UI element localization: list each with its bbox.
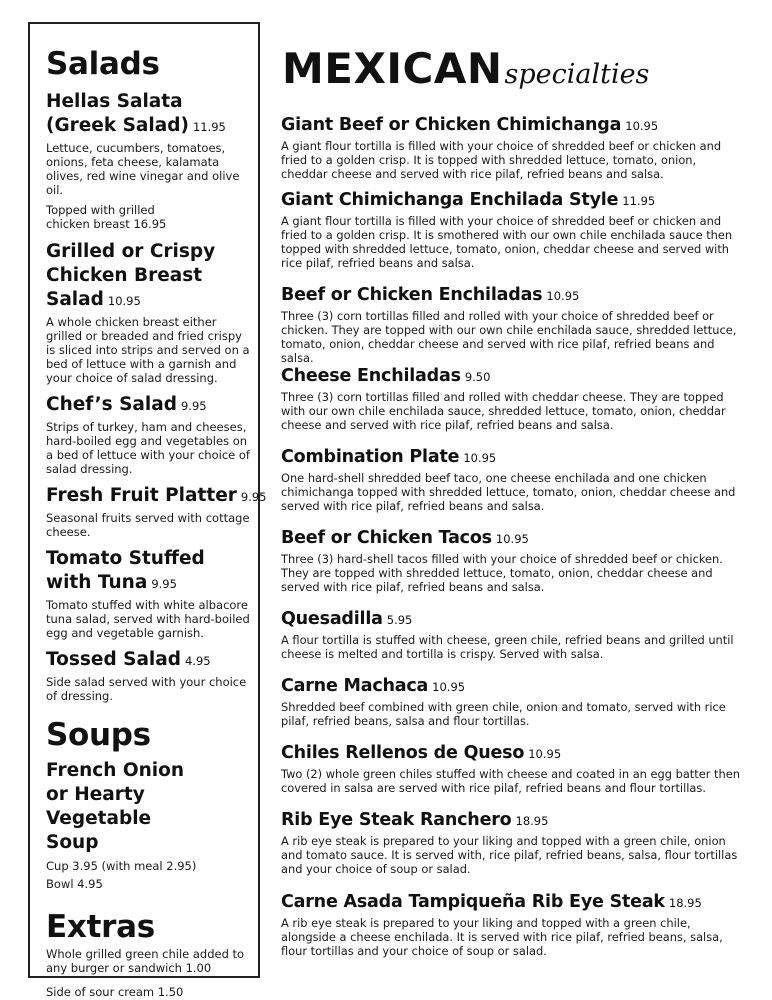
menu-item-tacos [281,527,743,594]
item-name: Chef’s Salad [46,394,177,415]
item-title [281,675,743,698]
salads-heading: Salads [46,46,160,82]
item-description: Three (3) corn tortillas filled and rolled with cheddar cheese. They are topped with our own chile enchilada sauce, shredded lettuce, tomato, onion, cheddar cheese and served with rice pilaf, refried beans and salsa. [281,390,726,432]
item-name-2: Chicken Breast [46,265,203,286]
left-column [46,46,267,999]
item-description: A rib eye steak is prepared to your liking and topped with a green chile, alongside a cheese enchilada. It is served with rice pilaf, refried beans, salsa, flour tortillas and your choice of soup or salad. [281,916,723,958]
item-price: 11.95 [192,120,226,134]
item-name: Beef or Chicken Tacos [281,528,492,548]
item-name: Cheese Enchiladas [281,366,461,386]
menu-item-rib-eye-ranchero [281,809,743,876]
soup-name: French Onion [46,760,184,781]
item-title [46,484,267,509]
item-title-line2 [46,571,252,596]
item-name: Combination Plate [281,447,460,467]
item-title [281,284,743,307]
item-title [46,90,252,114]
item-name: Grilled or Crispy [46,241,216,262]
item-price: 9.50 [464,370,491,384]
salad-item-chefs [46,393,252,476]
item-name-2: with Tuna [46,572,148,593]
item-price: 10.95 [463,451,497,465]
item-name-3: Salad [46,289,104,310]
item-description: A giant flour tortilla is filled with your choice of shredded beef or chicken and fried to a golden crisp. It is smothered with our own chile enchilada sauce then topped with shredded lettuce, tomato, onion, cheddar cheese and served with rice pilaf, refried beans and salsa. [281,214,733,270]
menu-item-carne-machaca [281,675,743,728]
item-extra: Topped with grilled chicken breast 16.95 [46,203,167,231]
specialties-subtitle: specialties [504,59,650,90]
extras-sour-cream: Side of sour cream 1.50 [46,985,184,999]
item-price: 10.95 [495,532,529,546]
menu-item-enchiladas [281,284,743,365]
item-description: Shredded beef combined with green chile, onion and tomato, served with rice pilaf, refried beans, salsa and flour tortillas. [281,700,726,728]
item-price: 10.95 [625,119,659,133]
item-description: A whole chicken breast either grilled or breaded and fried crispy is sliced into strips and served on a bed of lettuce with a garnish and your choice of salad dressing. [46,315,250,385]
item-price: 10.95 [432,680,466,694]
item-price: 9.95 [151,577,177,591]
item-title [281,114,743,137]
item-price: 10.95 [528,747,562,761]
salad-item-hellas [46,90,252,231]
item-price: 18.95 [515,814,549,828]
menu-item-chiles-rellenos [281,742,743,795]
menu-item-cheese-enchiladas [281,365,743,432]
item-description: Tomato stuffed with white albacore tuna salad, served with hard-boiled egg and vegetable garnish. [46,598,250,640]
soups-heading: Soups [46,717,151,753]
soup-name-2: or Hearty Vegetable [46,784,152,829]
item-name: Carne Asada Tampiqueña Rib Eye Steak [281,892,665,912]
item-name: Quesadilla [281,609,383,629]
salad-item-tomato-tuna [46,547,252,640]
item-title [281,527,743,550]
item-description: Side salad served with your choice of dressing. [46,675,247,703]
mexican-title: MEXICAN [282,44,503,93]
item-description: A giant flour tortilla is filled with your choice of shredded beef or chicken and fried to a golden crisp. It is topped with shredded lettuce, tomato, onion, cheddar cheese and served with rice pilaf, refried beans and salsa. [281,139,722,181]
item-title [46,393,252,418]
item-name: Hellas Salata [46,91,183,112]
menu-item-carne-asada [281,891,743,958]
salad-item-fruit-platter [46,484,267,539]
soup-bowl-price: Bowl 4.95 [46,877,103,891]
item-title [281,742,743,765]
soup-item [46,759,252,891]
item-price: 10.95 [546,289,580,303]
item-name: Giant Chimichanga Enchilada Style [281,190,619,210]
item-title [46,648,252,673]
salad-item-chicken-breast [46,240,252,385]
item-description: Strips of turkey, ham and cheeses, hard-boiled egg and vegetables on a bed of lettuce with your choice of salad dressing. [46,420,250,476]
item-title [281,809,743,832]
extras-heading: Extras [46,909,155,945]
item-price: 10.95 [107,294,141,308]
item-description: A flour tortilla is stuffed with cheese, green chile, refried beans and grilled until cheese is melted and tortilla is crispy. Served with salsa. [281,633,734,661]
mexican-specialties-title [282,44,649,93]
item-description: Lettuce, cucumbers, tomatoes, onions, feta cheese, kalamata olives, red wine vinegar and olive oil. [46,141,240,197]
item-price: 9.95 [180,399,207,413]
item-price: 9.95 [240,490,267,504]
item-description: A rib eye steak is prepared to your liking and topped with a green chile, onion and tomato sauce. It is served with, rice pilaf, refried beans, salsa, flour tortillas and your choice of soup or salad. [281,834,738,876]
item-description: Three (3) corn tortillas filled and rolled with your choice of shredded beef or chicken. They are topped with our own chile enchilada sauce, shredded lettuce, tomato, onion, cheddar cheese and served with rice pilaf, refried beans and salsa. [281,309,737,365]
item-description: Two (2) whole green chiles stuffed with cheese and coated in an egg batter then covered in salsa are served with rice pilaf, refried beans and flour tortillas. [281,767,740,795]
item-price: 11.95 [622,194,656,208]
item-name: Fresh Fruit Platter [46,485,237,506]
soup-name-3: Soup [46,832,99,853]
extras-green-chile: Whole grilled green chile added to any burger or sandwich 1.00 [46,947,245,975]
item-name: Chiles Rellenos de Queso [281,743,525,763]
item-description: Three (3) hard-shell tacos filled with your choice of shredded beef or chicken. They are topped with shredded lettuce, tomato, onion, cheddar cheese and served with rice pilaf, refried beans and salsa. [281,552,723,594]
item-name: Carne Machaca [281,676,429,696]
item-title [281,891,743,914]
item-title [281,365,743,388]
item-name: Tossed Salad [46,649,182,670]
item-title [281,189,743,212]
item-price: 5.95 [386,613,413,627]
menu-item-chimichanga-enchilada [281,189,743,270]
item-description: Seasonal fruits served with cottage cheese. [46,511,250,539]
item-price: 4.95 [185,654,211,668]
item-title [281,446,743,469]
item-title-line3 [46,288,252,313]
item-name: Rib Eye Steak Ranchero [281,810,512,830]
left-column-box [28,22,267,999]
salad-item-tossed [46,648,252,703]
soup-cup-price: Cup 3.95 (with meal 2.95) [46,859,197,873]
item-name: Beef or Chicken Enchiladas [281,285,543,305]
item-title-line2 [46,114,252,139]
item-name: Giant Beef or Chicken Chimichanga [281,115,622,135]
item-name-2: (Greek Salad) [46,115,189,136]
item-title [281,608,743,631]
item-name: Tomato Stuffed [46,548,205,569]
item-price: 18.95 [668,896,702,910]
menu-item-combination-plate [281,446,743,513]
menu-item-chimichanga [281,114,743,181]
menu-item-quesadilla [281,608,743,661]
item-description: One hard-shell shredded beef taco, one cheese enchilada and one chicken chimichanga topped with shredded lettuce, tomato, onion, cheddar cheese and served with rice pilaf, refried beans and salsa. [281,471,736,513]
